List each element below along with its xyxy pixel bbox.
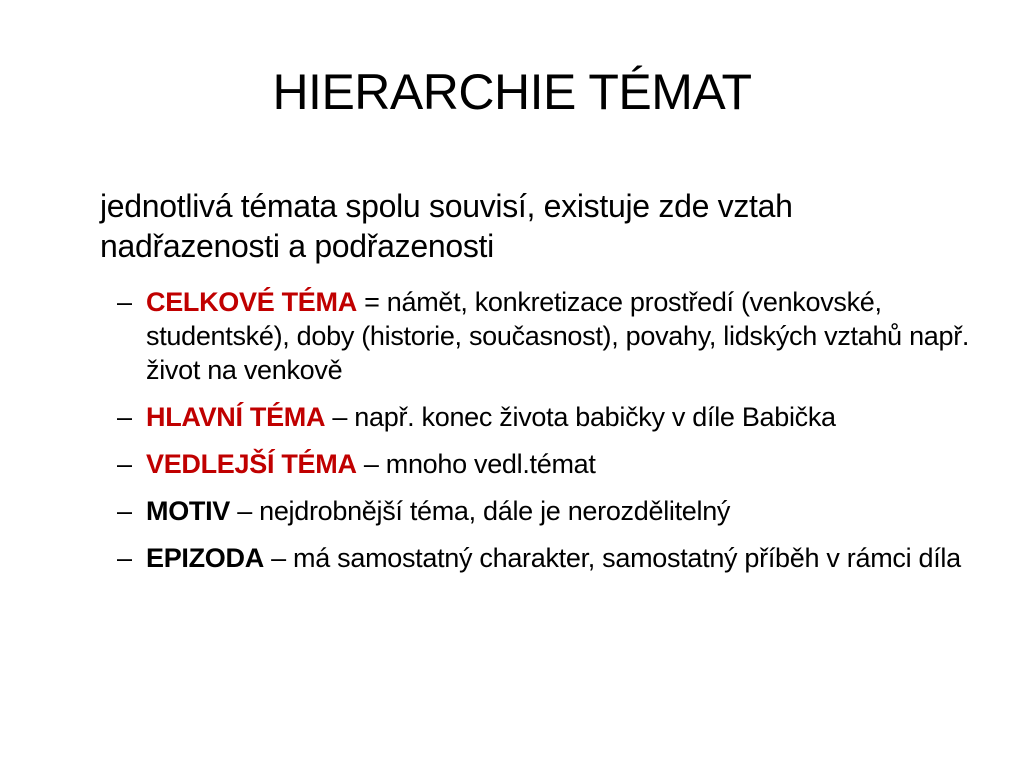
topic-list xyxy=(117,285,977,588)
item-description: = námět, konkretizace prostředí (venkovské, studentské), doby (historie, současnost), povahy, lidských vztahů např. život na venkově xyxy=(146,287,970,385)
item-description: – mnoho vedl.témat xyxy=(356,449,596,479)
list-item xyxy=(117,447,977,481)
term-hlavni-tema: HLAVNÍ TÉMA xyxy=(146,402,326,432)
dash-bullet: – xyxy=(117,287,132,317)
dash-bullet: – xyxy=(117,449,132,479)
term-celkove-tema: CELKOVÉ TÉMA xyxy=(146,287,357,317)
list-item xyxy=(117,400,977,434)
intro-paragraph: jednotlivá témata spolu souvisí, existuje zde vztah nadřazenosti a podřazenosti xyxy=(100,188,793,264)
dash-bullet: – xyxy=(117,543,132,573)
term-motiv: MOTIV xyxy=(146,496,230,526)
slide-title: HIERARCHIE TÉMAT xyxy=(272,64,752,120)
dash-bullet: – xyxy=(117,402,132,432)
item-description: – má samostatný charakter, samostatný příběh v rámci díla xyxy=(263,543,961,573)
item-description: – např. konec života babičky v díle Babička xyxy=(325,402,836,432)
term-vedlejsi-tema: VEDLEJŠÍ TÉMA xyxy=(146,449,357,479)
term-epizoda: EPIZODA xyxy=(146,543,264,573)
list-item xyxy=(117,494,977,528)
list-item xyxy=(117,541,977,575)
list-item xyxy=(117,285,977,387)
item-description: – nejdrobnější téma, dále je nerozdělitelný xyxy=(230,496,731,526)
dash-bullet: – xyxy=(117,496,132,526)
